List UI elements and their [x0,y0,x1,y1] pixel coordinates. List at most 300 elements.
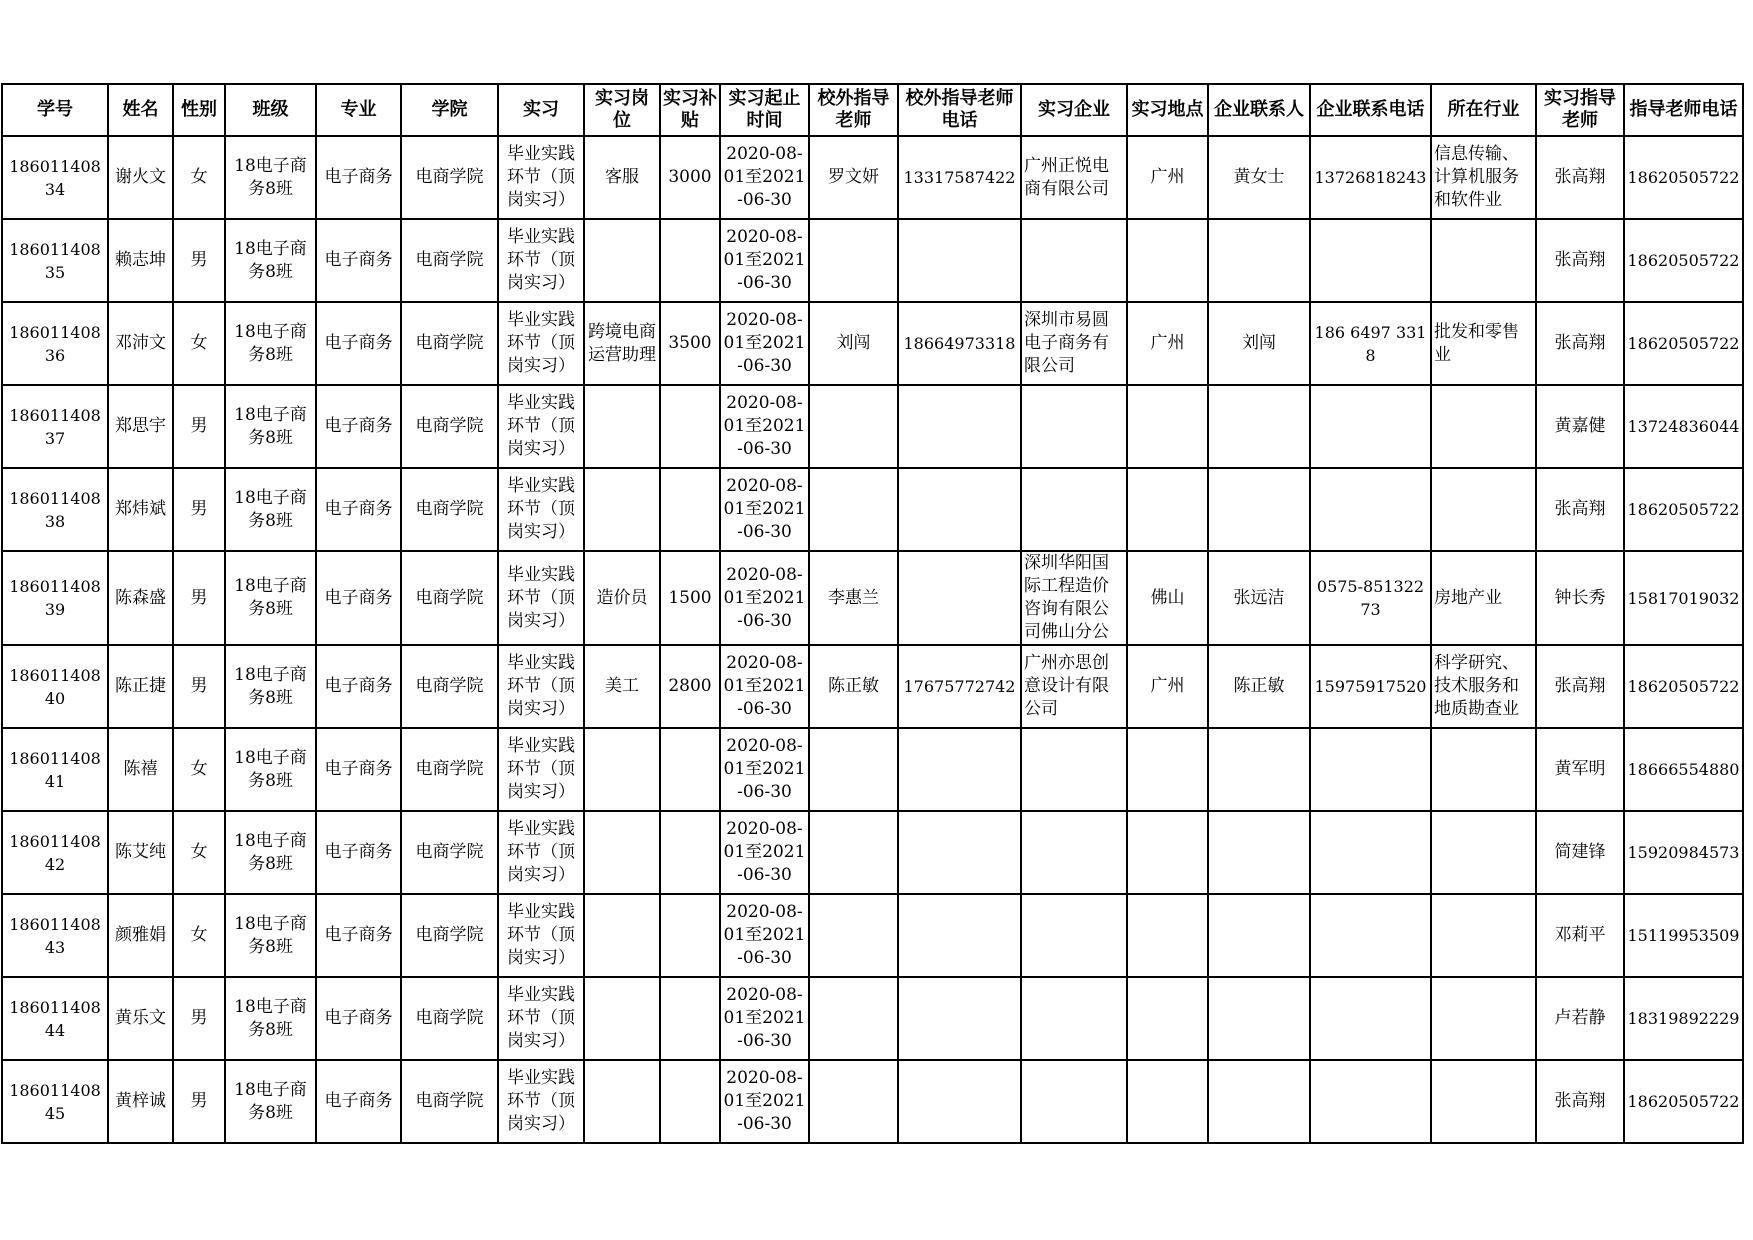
cell-position [584,551,660,645]
cell-name [108,728,173,811]
cell-text: 2020-08-01至2021-06-30 [723,564,806,631]
cell-industry [1431,645,1536,728]
cell-company-contact [1208,811,1310,894]
cell-subsidy [660,385,720,468]
cell-text: 黄梓诚 [115,1091,166,1111]
header-mentor-phone: 指导老师电话 [1624,84,1743,136]
cell-text: 18电子商务8班 [234,576,307,619]
cell-external-mentor-phone [898,645,1021,728]
cell-company-phone [1310,136,1431,219]
cell-text: 2020-08-01至2021-06-30 [723,393,806,459]
cell-major [316,385,401,468]
cell-location [1127,136,1208,219]
cell-industry [1431,136,1536,219]
cell-gender [173,894,225,977]
cell-external-mentor [809,728,898,811]
cell-class [225,645,316,728]
internship-table [1,83,1744,1144]
cell-company-phone [1310,468,1431,551]
cell-location [1127,219,1208,302]
cell-internal-mentor [1536,468,1624,551]
cell-major [316,977,401,1060]
cell-name [108,302,173,385]
cell-position [584,894,660,977]
cell-industry [1431,1060,1536,1143]
cell-text: 陈正捷 [115,676,166,696]
cell-text: 刘闯 [1242,333,1276,353]
cell-external-mentor-phone [898,811,1021,894]
cell-text: 男 [190,1008,208,1028]
cell-text: 深圳市易圆电子商务有限公司 [1024,310,1109,376]
cell-position [584,728,660,811]
header-class: 班级 [225,84,316,136]
cell-text: 18601140843 [9,914,101,957]
cell-class [225,551,316,645]
cell-text: 陈正敏 [828,676,879,696]
cell-text: 2800 [668,676,712,696]
cell-external-mentor [809,977,898,1060]
cell-company-contact [1208,219,1310,302]
cell-internship-type [498,551,584,645]
cell-mentor-phone [1624,551,1743,645]
cell-text: 广州 [1150,333,1185,353]
cell-student-id [2,302,108,385]
table-row [2,302,1743,385]
cell-text: 2020-08-01至2021-06-30 [723,1068,806,1134]
table-row [2,894,1743,977]
cell-text: 毕业实践环节（顶岗实习） [507,476,575,542]
cell-major [316,728,401,811]
cell-text: 18601140844 [9,997,101,1040]
cell-company-phone [1310,1060,1431,1143]
cell-company-contact [1208,136,1310,219]
cell-company [1021,811,1127,894]
cell-mentor-phone [1624,302,1743,385]
cell-subsidy [660,136,720,219]
cell-internship-type [498,645,584,728]
header-student-id: 学号 [2,84,108,136]
cell-text: 18601140841 [9,748,101,791]
cell-text: 郑炜斌 [115,499,166,519]
cell-text: 毕业实践环节（顶岗实习） [507,144,575,210]
table-row [2,728,1743,811]
cell-industry [1431,302,1536,385]
cell-text: 男 [190,1091,208,1111]
cell-text: 18620505722 [1627,500,1740,519]
cell-college [401,219,498,302]
cell-external-mentor-phone [898,977,1021,1060]
cell-gender [173,468,225,551]
cell-subsidy [660,551,720,645]
cell-mentor-phone [1624,468,1743,551]
cell-name [108,1060,173,1143]
cell-text: 跨境电商运营助理 [588,321,656,365]
cell-text: 陈禧 [123,759,158,779]
cell-student-id [2,811,108,894]
cell-text: 简建锋 [1554,842,1606,862]
cell-student-id [2,1060,108,1143]
header-company: 实习企业 [1021,84,1127,136]
cell-text: 刘闯 [836,333,871,353]
cell-text: 18601140840 [9,665,101,708]
header-major: 专业 [316,84,401,136]
cell-position [584,645,660,728]
cell-mentor-phone [1624,645,1743,728]
cell-text: 毕业实践环节（顶岗实习） [507,736,575,802]
cell-text: 批发和零售业 [1434,321,1519,365]
cell-company-phone [1310,645,1431,728]
cell-subsidy [660,811,720,894]
cell-external-mentor-phone [898,136,1021,219]
cell-company-contact [1208,894,1310,977]
cell-student-id [2,219,108,302]
cell-text: 张远洁 [1233,587,1285,608]
table-body [2,136,1743,1143]
cell-external-mentor-phone [898,551,1021,645]
cell-text: 1500 [668,587,712,608]
cell-location [1127,385,1208,468]
cell-college [401,302,498,385]
cell-period [720,645,809,728]
cell-text: 17675772742 [903,677,1016,696]
cell-external-mentor [809,302,898,385]
cell-text: 电子商务 [324,167,393,187]
table-row [2,468,1743,551]
cell-text: 毕业实践环节（顶岗实习） [507,227,575,293]
cell-name [108,811,173,894]
cell-internship-type [498,468,584,551]
cell-text: 18电子商务8班 [234,155,307,199]
cell-text: 黄乐文 [115,1008,166,1028]
cell-text: 男 [190,676,208,696]
cell-college [401,551,498,645]
cell-student-id [2,977,108,1060]
cell-text: 电子商务 [324,759,393,779]
cell-text: 18620505722 [1627,334,1740,353]
cell-location [1127,468,1208,551]
cell-major [316,136,401,219]
cell-text: 女 [190,842,208,862]
cell-text: 陈艾纯 [115,842,166,862]
cell-text: 张高翔 [1554,250,1606,270]
cell-text: 造价员 [596,587,648,608]
cell-text: 18620505722 [1627,251,1740,270]
cell-company-contact [1208,645,1310,728]
cell-company-contact [1208,385,1310,468]
cell-text: 陈森盛 [115,587,166,608]
cell-company-contact [1208,977,1310,1060]
cell-external-mentor [809,551,898,645]
cell-text: 18601140842 [9,831,101,874]
cell-text: 科学研究、技术服务和地质勘查业 [1434,653,1519,719]
cell-subsidy [660,302,720,385]
cell-gender [173,645,225,728]
cell-text: 2020-08-01至2021-06-30 [723,227,806,293]
cell-subsidy [660,728,720,811]
cell-company [1021,219,1127,302]
cell-text: 电商学院 [415,587,484,608]
cell-text: 电子商务 [324,333,393,353]
cell-student-id [2,645,108,728]
cell-company-contact [1208,551,1310,645]
cell-name [108,385,173,468]
cell-text: 18601140834 [9,156,101,199]
cell-period [720,977,809,1060]
header-row [2,84,1743,136]
cell-name [108,551,173,645]
cell-text: 广州亦思创意设计有限公司 [1024,653,1109,719]
cell-name [108,645,173,728]
cell-company [1021,1060,1127,1143]
cell-text: 郑思宇 [115,416,166,436]
header-period: 实习起止时间 [720,84,809,136]
cell-period [720,728,809,811]
cell-industry [1431,385,1536,468]
cell-text: 电商学院 [415,416,484,436]
cell-period [720,385,809,468]
cell-location [1127,1060,1208,1143]
cell-external-mentor-phone [898,302,1021,385]
header-external-mentor-phone: 校外指导老师电话 [898,84,1021,136]
table-row [2,1060,1743,1143]
cell-subsidy [660,645,720,728]
cell-class [225,811,316,894]
cell-text: 18601140838 [9,488,101,531]
cell-major [316,1060,401,1143]
cell-internship-type [498,219,584,302]
cell-text: 李惠兰 [828,587,879,608]
cell-position [584,811,660,894]
cell-company-phone [1310,977,1431,1060]
cell-company [1021,551,1127,645]
header-name: 姓名 [108,84,173,136]
cell-college [401,894,498,977]
cell-major [316,468,401,551]
cell-gender [173,219,225,302]
cell-text: 3500 [668,333,712,353]
cell-text: 颜雅娟 [115,925,166,945]
cell-company-contact [1208,302,1310,385]
table-row [2,811,1743,894]
cell-external-mentor [809,645,898,728]
cell-college [401,468,498,551]
cell-text: 美工 [605,676,639,696]
cell-text: 广州正悦电商有限公司 [1024,155,1109,199]
cell-text: 电子商务 [324,250,393,270]
cell-student-id [2,136,108,219]
table-header [2,84,1743,136]
cell-industry [1431,811,1536,894]
cell-text: 186 6497 3318 [1314,322,1427,365]
cell-text: 张高翔 [1554,167,1606,187]
cell-text: 张高翔 [1554,333,1606,353]
cell-class [225,468,316,551]
header-industry: 所在行业 [1431,84,1536,136]
cell-text: 邓沛文 [115,333,166,353]
cell-text: 2020-08-01至2021-06-30 [723,985,806,1051]
cell-position [584,302,660,385]
cell-text: 广州 [1150,676,1185,696]
cell-company-phone [1310,302,1431,385]
cell-text: 卢若静 [1554,1008,1606,1028]
cell-text: 13317587422 [903,168,1016,187]
cell-internal-mentor [1536,219,1624,302]
cell-student-id [2,468,108,551]
cell-text: 3000 [668,167,712,187]
cell-text: 毕业实践环节（顶岗实习） [507,653,575,719]
cell-text: 18电子商务8班 [234,404,307,448]
cell-position [584,136,660,219]
cell-text: 15975917520 [1314,677,1427,696]
cell-period [720,894,809,977]
cell-company-phone [1310,219,1431,302]
header-company-contact: 企业联系人 [1208,84,1310,136]
cell-class [225,1060,316,1143]
cell-text: 黄军明 [1554,759,1606,779]
cell-subsidy [660,977,720,1060]
cell-text: 毕业实践环节（顶岗实习） [507,393,575,459]
cell-text: 男 [190,587,208,608]
cell-class [225,728,316,811]
cell-mentor-phone [1624,894,1743,977]
cell-text: 罗文妍 [828,167,879,187]
cell-text: 信息传输、计算机服务和软件业 [1434,144,1519,210]
cell-mentor-phone [1624,136,1743,219]
cell-company [1021,728,1127,811]
cell-text: 18电子商务8班 [234,747,307,791]
cell-company-phone [1310,385,1431,468]
cell-text: 18666554880 [1627,760,1740,779]
cell-external-mentor [809,468,898,551]
cell-text: 2020-08-01至2021-06-30 [723,144,806,210]
table-row [2,551,1743,645]
cell-name [108,468,173,551]
cell-text: 2020-08-01至2021-06-30 [723,819,806,885]
cell-gender [173,302,225,385]
cell-text: 电商学院 [415,1091,484,1111]
cell-industry [1431,894,1536,977]
cell-company-phone [1310,728,1431,811]
cell-class [225,219,316,302]
cell-text: 18电子商务8班 [234,321,307,365]
table-row [2,385,1743,468]
cell-internship-type [498,302,584,385]
cell-major [316,811,401,894]
cell-company [1021,302,1127,385]
cell-name [108,136,173,219]
cell-period [720,811,809,894]
cell-position [584,219,660,302]
cell-text: 张高翔 [1554,676,1606,696]
cell-text: 黄嘉健 [1554,416,1606,436]
cell-text: 男 [190,416,208,436]
cell-company-phone [1310,894,1431,977]
cell-period [720,136,809,219]
cell-text: 15920984573 [1627,843,1740,862]
cell-text: 女 [190,925,208,945]
cell-text: 电子商务 [324,1008,393,1028]
cell-text: 张高翔 [1554,499,1606,519]
cell-text: 18319892229 [1627,1009,1740,1028]
cell-text: 15817019032 [1627,588,1740,608]
cell-text: 2020-08-01至2021-06-30 [723,310,806,376]
cell-student-id [2,385,108,468]
cell-class [225,302,316,385]
cell-position [584,977,660,1060]
cell-location [1127,894,1208,977]
cell-internal-mentor [1536,1060,1624,1143]
cell-industry [1431,551,1536,645]
header-gender: 性别 [173,84,225,136]
cell-text: 电商学院 [415,842,484,862]
cell-company [1021,645,1127,728]
cell-text: 谢火文 [115,167,166,187]
cell-mentor-phone [1624,728,1743,811]
cell-internship-type [498,385,584,468]
cell-text: 0575-85132273 [1316,577,1425,619]
cell-period [720,1060,809,1143]
cell-major [316,302,401,385]
cell-external-mentor [809,219,898,302]
cell-text: 陈正敏 [1233,676,1285,696]
cell-external-mentor-phone [898,385,1021,468]
cell-text: 电子商务 [324,1091,393,1111]
table-row [2,977,1743,1060]
cell-company-contact [1208,468,1310,551]
cell-internship-type [498,136,584,219]
cell-text: 电子商务 [324,587,393,608]
cell-text: 电商学院 [415,759,484,779]
cell-text: 电商学院 [415,925,484,945]
cell-external-mentor [809,811,898,894]
cell-mentor-phone [1624,219,1743,302]
cell-gender [173,977,225,1060]
cell-text: 毕业实践环节（顶岗实习） [507,310,575,376]
cell-text: 18601140836 [9,322,101,365]
cell-internship-type [498,1060,584,1143]
cell-internal-mentor [1536,302,1624,385]
cell-text: 电子商务 [324,676,393,696]
cell-internal-mentor [1536,385,1624,468]
cell-subsidy [660,894,720,977]
header-internal-mentor: 实习指导老师 [1536,84,1624,136]
cell-external-mentor [809,136,898,219]
cell-class [225,385,316,468]
cell-text: 2020-08-01至2021-06-30 [723,736,806,802]
cell-college [401,977,498,1060]
cell-industry [1431,219,1536,302]
cell-location [1127,551,1208,645]
cell-internal-mentor [1536,894,1624,977]
cell-text: 毕业实践环节（顶岗实习） [507,1068,575,1134]
cell-internship-type [498,811,584,894]
cell-internal-mentor [1536,645,1624,728]
cell-gender [173,385,225,468]
cell-name [108,977,173,1060]
cell-major [316,894,401,977]
cell-text: 男 [190,250,208,270]
cell-external-mentor-phone [898,219,1021,302]
cell-text: 18电子商务8班 [234,664,307,708]
cell-text: 18620505722 [1627,1092,1740,1111]
cell-text: 房地产业 [1434,587,1502,608]
cell-text: 佛山 [1150,587,1185,608]
cell-class [225,977,316,1060]
header-internship-type: 实习 [498,84,584,136]
cell-gender [173,811,225,894]
cell-text: 13726818243 [1314,168,1427,187]
cell-major [316,551,401,645]
